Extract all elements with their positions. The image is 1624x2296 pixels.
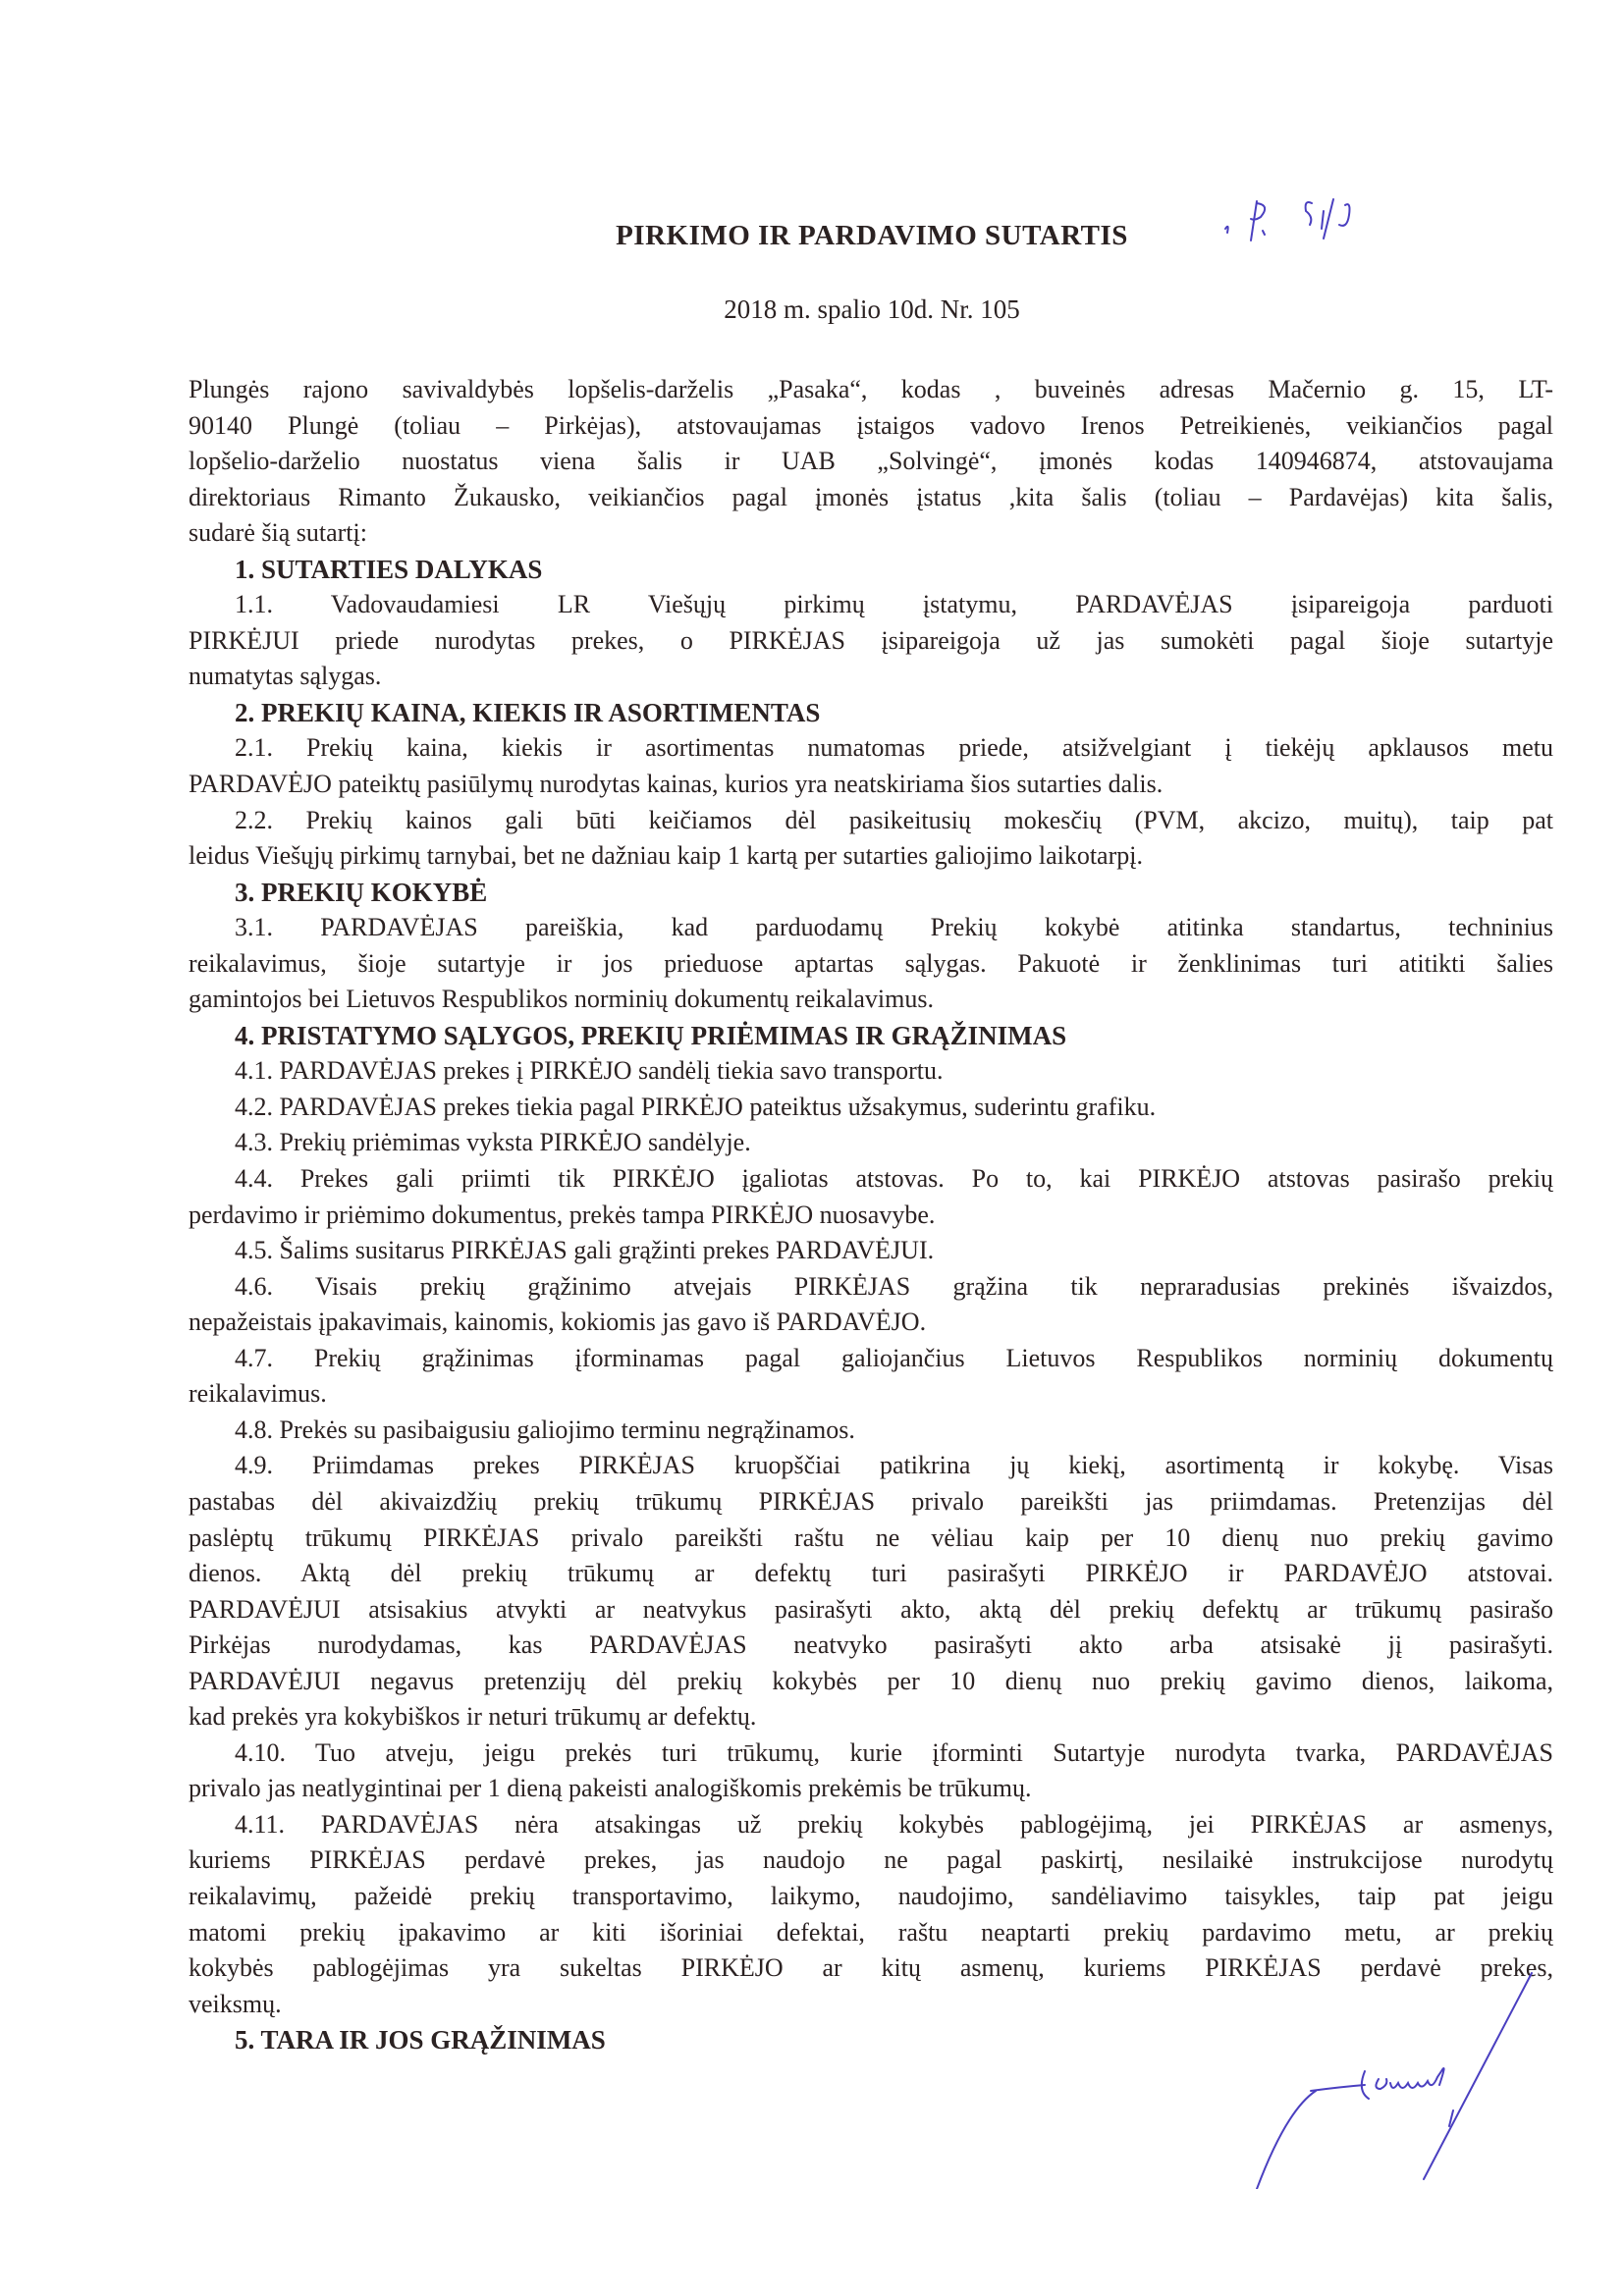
- paragraph-line: 4.4. Prekes gali priimti tik PIRKĖJO įgaliotas atstovas. Po to, kai PIRKĖJO atstovas pasirašo prekių: [235, 1164, 1553, 1194]
- paragraph-line: 1.1. Vadovaudamiesi LR Viešųjų pirkimų įstatymu, PARDAVĖJAS įsipareigoja parduoti: [235, 590, 1553, 619]
- paragraph-line: Pirkėjas nurodydamas, kas PARDAVĖJAS neatvyko pasirašyti akto arba atsisakė jį pasirašyti.: [189, 1630, 1553, 1660]
- paragraph-line: 4.5. Šalims susitarus PIRKĖJAS gali grąžinti prekes PARDAVĖJUI.: [235, 1236, 935, 1265]
- paragraph-line: perdavimo ir priėmimo dokumentus, prekės tampa PIRKĖJO nuosavybe.: [189, 1200, 936, 1229]
- paragraph-line: veiksmų.: [189, 1989, 282, 2018]
- paragraph-line: 90140 Plungė (toliau – Pirkėjas), atstovaujamas įstaigos vadovo Irenos Petreikienės, veikiančios pagal: [189, 410, 1553, 440]
- paragraph-line: 4.3. Prekių priėmimas vyksta PIRKĖJO sandėlyje.: [235, 1128, 751, 1157]
- paragraph-line: direktoriaus Rimanto Žukausko, veikiančios pagal įmonės įstatus ,kita šalis (toliau – Pardavėjas) kita šalis,: [189, 482, 1553, 511]
- paragraph-line: gamintojos bei Lietuvos Respublikos norminių dokumentų reikalavimus.: [189, 985, 934, 1014]
- paragraph-line: paslėptų trūkumų PIRKĖJAS privalo pareikšti raštu ne vėliau kaip per 10 dienų nuo prekių gavimo: [189, 1522, 1553, 1552]
- paragraph-line: PARDAVĖJO pateiktų pasiūlymų nurodytas kainas, kurios yra neatskiriama šios sutarties dalis.: [189, 770, 1164, 799]
- document-title: PIRKIMO IR PARDAVIMO SUTARTIS: [616, 220, 1128, 251]
- section-heading: 2. PREKIŲ KAINA, KIEKIS IR ASORTIMENTAS: [235, 697, 821, 727]
- document-date-number: 2018 m. spalio 10d. Nr. 105: [724, 294, 1020, 324]
- paragraph-line: pastabas dėl akivaizdžių prekių trūkumų PIRKĖJAS privalo pareikšti jas priimdamas. Pretenzijas dėl: [189, 1486, 1553, 1516]
- paragraph-line: 4.2. PARDAVĖJAS prekes tiekia pagal PIRKĖJO pateiktus užsakymus, suderintu grafiku.: [235, 1092, 1157, 1121]
- contract-body: [189, 372, 1553, 2058]
- signature: [1100, 1963, 1551, 2189]
- section-heading: 3. PREKIŲ KOKYBĖ: [235, 877, 488, 907]
- paragraph-line: reikalavimų, pažeidė prekių transportavimo, laikymo, naudojimo, sandėliavimo taisykles, taip pat jeigu: [189, 1881, 1553, 1910]
- paragraph-line: 4.6. Visais prekių grąžinimo atvejais PIRKĖJAS grąžina tik nepraradusias prekinės išvaizdos,: [235, 1271, 1553, 1301]
- paragraph-line: dienos. Aktą dėl prekių trūkumų ar defektų turi pasirašyti PIRKĖJO ir PARDAVĖJO atstovai.: [189, 1559, 1553, 1588]
- paragraph-line: reikalavimus, šioje sutartyje ir jos prieduose aptartas sąlygas. Pakuotė ir ženklinimas turi atitikti šalies: [189, 948, 1553, 978]
- paragraph-line: PARDAVĖJUI atsisakius atvykti ar neatvykus pasirašyti akto, aktą dėl prekių defektų ar trūkumų pasirašo: [189, 1594, 1553, 1624]
- paragraph-line: leidus Viešųjų pirkimų tarnybai, bet ne dažniau kaip 1 kartą per sutarties galiojimo laikotarpį.: [189, 841, 1143, 871]
- paragraph-line: Plungės rajono savivaldybės lopšelis-darželis „Pasaka“, kodas , buveinės adresas Mačernio g. 15, LT-: [189, 375, 1553, 403]
- section-heading: 4. PRISTATYMO SĄLYGOS, PREKIŲ PRIĖMIMAS IR GRĄŽINIMAS: [235, 1020, 1067, 1050]
- paragraph-line: 4.7. Prekių grąžinimas įforminamas pagal galiojančius Lietuvos Respublikos norminių dokumentų: [235, 1343, 1553, 1372]
- paragraph-line: 4.8. Prekės su pasibaigusiu galiojimo terminu negrąžinamos.: [235, 1415, 855, 1444]
- paragraph-line: reikalavimus.: [189, 1379, 327, 1409]
- paragraph-line: 4.9. Priimdamas prekes PIRKĖJAS kruopščiai patikrina jų kiekį, asortimentą ir kokybę. Visas: [235, 1451, 1553, 1480]
- paragraph-line: 4.10. Tuo atveju, jeigu prekės turi trūkumų, kurie įforminti Sutartyje nurodyta tvarka, PARDAVĖJAS: [235, 1737, 1553, 1767]
- paragraph-line: numatytas sąlygas.: [189, 662, 382, 691]
- paragraph-line: PARDAVĖJUI negavus pretenzijų dėl prekių kokybės per 10 dienų nuo prekių gavimo dienos, laikoma,: [189, 1666, 1553, 1695]
- paragraph-line: kad prekės yra kokybiškos ir neturi trūkumų ar defektų.: [189, 1702, 757, 1732]
- paragraph-line: 4.1. PARDAVĖJAS prekes į PIRKĖJO sandėlį tiekia savo transportu.: [235, 1056, 944, 1086]
- paragraph-line: kuriems PIRKĖJAS perdavė prekes, jas naudojo ne pagal paskirtį, nesilaikė instrukcijose nurodytų: [189, 1845, 1553, 1875]
- paragraph-line: 4.11. PARDAVĖJAS nėra atsakingas už prekių kokybės pablogėjimą, jei PIRKĖJAS ar asmenys,: [235, 1809, 1553, 1839]
- paragraph-line: 2.1. Prekių kaina, kiekis ir asortimentas numatomas priede, atsižvelgiant į tiekėjų apklausos metu: [235, 733, 1553, 763]
- paragraph-line: 3.1. PARDAVĖJAS pareiškia, kad parduodamų Prekių kokybė atitinka standartus, techninius: [235, 913, 1553, 942]
- paragraph-line: privalo jas neatlygintinai per 1 dieną pakeisti analogiškomis prekėmis be trūkumų.: [189, 1774, 1032, 1803]
- paragraph-line: kokybės pablogėjimas yra sukeltas PIRKĖJO ar kitų asmenų, kuriems PIRKĖJAS perdavė prekes,: [189, 1953, 1553, 1983]
- paragraph-line: sudarė šią sutartį:: [189, 518, 367, 548]
- paragraph-line: nepažeistais įpakavimais, kainomis, kokiomis jas gavo iš PARDAVĖJO.: [189, 1308, 927, 1337]
- section-heading: 5. TARA IR JOS GRĄŽINIMAS: [235, 2025, 606, 2056]
- paragraph-line: matomi prekių įpakavimo ar kiti išoriniai defektai, raštu neaptarti prekių pardavimo metu, ar prekių: [189, 1917, 1553, 1947]
- paragraph-line: lopšelio-darželio nuostatus viena šalis ir UAB „Solvingė“, įmonės kodas 140946874, atstovaujama: [189, 447, 1553, 476]
- paragraph-line: 2.2. Prekių kainos gali būti keičiamos dėl pasikeitusių mokesčių (PVM, akcizo, muitų), taip pat: [235, 805, 1553, 834]
- section-heading: 1. SUTARTIES DALYKAS: [235, 554, 543, 584]
- paragraph-line: PIRKĖJUI priede nurodytas prekes, o PIRKĖJAS įsipareigoja už jas sumokėti pagal šioje sutartyje: [189, 625, 1553, 655]
